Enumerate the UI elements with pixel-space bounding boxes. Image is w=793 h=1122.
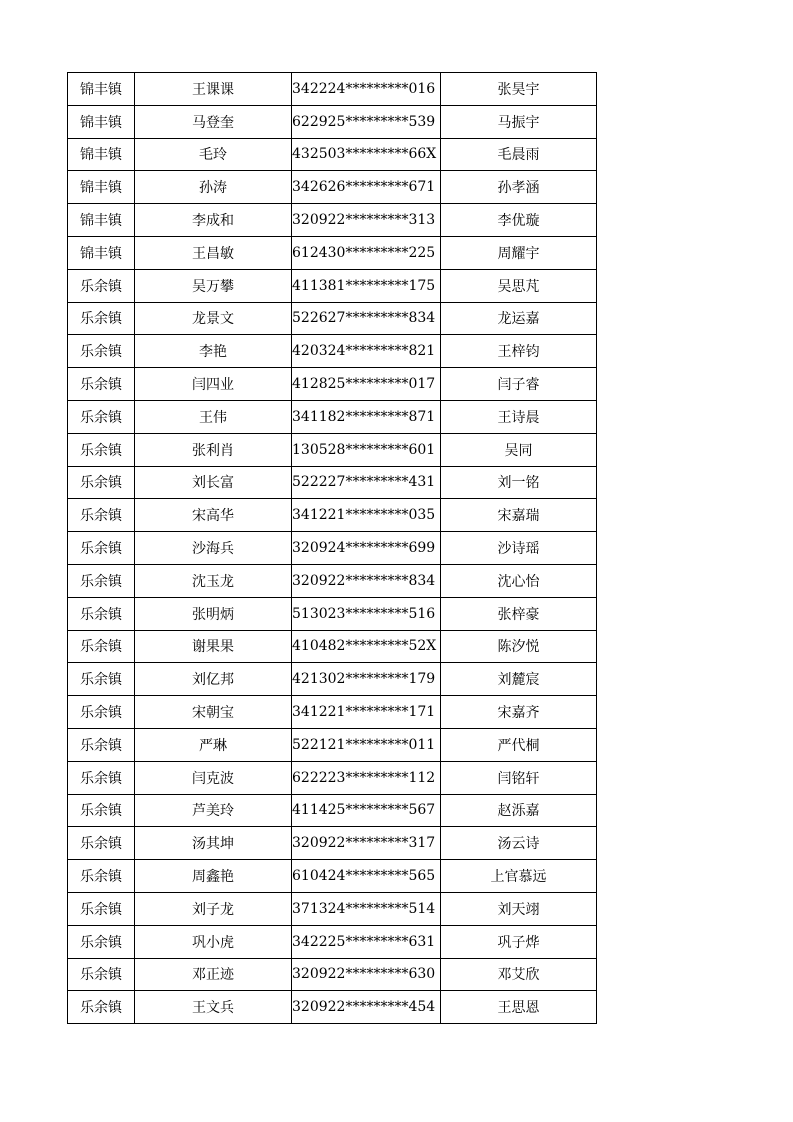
- child-name-cell: 周耀宇: [441, 236, 597, 269]
- parent-name-cell: 谢果果: [135, 630, 292, 663]
- town-cell: 乐余镇: [68, 860, 135, 893]
- child-name-cell: 闫子睿: [441, 368, 597, 401]
- parent-name-cell: 刘子龙: [135, 892, 292, 925]
- child-name-cell: 沙诗瑶: [441, 532, 597, 565]
- id-number-cell: 410482*********52X: [292, 630, 441, 663]
- parent-name-cell: 王昌敏: [135, 236, 292, 269]
- roster-table: [67, 72, 597, 1024]
- town-cell: 乐余镇: [68, 302, 135, 335]
- child-name-cell: 孙孝涵: [441, 171, 597, 204]
- child-name-cell: 马振宇: [441, 105, 597, 138]
- town-cell: 乐余镇: [68, 597, 135, 630]
- child-name-cell: 龙运嘉: [441, 302, 597, 335]
- child-name-cell: 上官慕远: [441, 860, 597, 893]
- town-cell: 乐余镇: [68, 335, 135, 368]
- table-row: [68, 663, 597, 696]
- table-row: [68, 335, 597, 368]
- child-name-cell: 王思恩: [441, 991, 597, 1024]
- town-cell: 乐余镇: [68, 728, 135, 761]
- parent-name-cell: 巩小虎: [135, 925, 292, 958]
- table-row: [68, 400, 597, 433]
- id-number-cell: 612430*********225: [292, 236, 441, 269]
- id-number-cell: 342626*********671: [292, 171, 441, 204]
- parent-name-cell: 张明炳: [135, 597, 292, 630]
- table-row: [68, 466, 597, 499]
- child-name-cell: 陈汐悦: [441, 630, 597, 663]
- id-number-cell: 421302*********179: [292, 663, 441, 696]
- child-name-cell: 王诗晨: [441, 400, 597, 433]
- id-number-cell: 320922*********834: [292, 564, 441, 597]
- parent-name-cell: 李艳: [135, 335, 292, 368]
- roster-table-body: [68, 73, 597, 1024]
- table-row: [68, 269, 597, 302]
- child-name-cell: 闫铭轩: [441, 761, 597, 794]
- table-row: [68, 991, 597, 1024]
- parent-name-cell: 宋朝宝: [135, 696, 292, 729]
- parent-name-cell: 吴万攀: [135, 269, 292, 302]
- child-name-cell: 刘一铭: [441, 466, 597, 499]
- id-number-cell: 341221*********171: [292, 696, 441, 729]
- town-cell: 乐余镇: [68, 564, 135, 597]
- child-name-cell: 赵泺嘉: [441, 794, 597, 827]
- town-cell: 乐余镇: [68, 761, 135, 794]
- child-name-cell: 刘天翊: [441, 892, 597, 925]
- parent-name-cell: 毛玲: [135, 138, 292, 171]
- table-row: [68, 171, 597, 204]
- parent-name-cell: 闫四业: [135, 368, 292, 401]
- town-cell: 锦丰镇: [68, 73, 135, 106]
- table-row: [68, 728, 597, 761]
- parent-name-cell: 龙景文: [135, 302, 292, 335]
- table-row: [68, 138, 597, 171]
- table-row: [68, 499, 597, 532]
- table-row: [68, 696, 597, 729]
- table-row: [68, 204, 597, 237]
- child-name-cell: 沈心怡: [441, 564, 597, 597]
- id-number-cell: 411381*********175: [292, 269, 441, 302]
- town-cell: 乐余镇: [68, 532, 135, 565]
- table-row: [68, 73, 597, 106]
- parent-name-cell: 孙涛: [135, 171, 292, 204]
- id-number-cell: 610424*********565: [292, 860, 441, 893]
- id-number-cell: 342225*********631: [292, 925, 441, 958]
- parent-name-cell: 王文兵: [135, 991, 292, 1024]
- town-cell: 锦丰镇: [68, 171, 135, 204]
- town-cell: 锦丰镇: [68, 138, 135, 171]
- id-number-cell: 411425*********567: [292, 794, 441, 827]
- town-cell: 乐余镇: [68, 368, 135, 401]
- parent-name-cell: 马登奎: [135, 105, 292, 138]
- parent-name-cell: 刘长富: [135, 466, 292, 499]
- town-cell: 乐余镇: [68, 892, 135, 925]
- town-cell: 乐余镇: [68, 466, 135, 499]
- town-cell: 锦丰镇: [68, 105, 135, 138]
- table-row: [68, 564, 597, 597]
- child-name-cell: 宋嘉齐: [441, 696, 597, 729]
- id-number-cell: 371324*********514: [292, 892, 441, 925]
- town-cell: 乐余镇: [68, 696, 135, 729]
- child-name-cell: 毛晨雨: [441, 138, 597, 171]
- id-number-cell: 320922*********630: [292, 958, 441, 991]
- town-cell: 乐余镇: [68, 794, 135, 827]
- town-cell: 乐余镇: [68, 958, 135, 991]
- id-number-cell: 522627*********834: [292, 302, 441, 335]
- town-cell: 锦丰镇: [68, 236, 135, 269]
- child-name-cell: 刘麓宸: [441, 663, 597, 696]
- parent-name-cell: 汤其坤: [135, 827, 292, 860]
- parent-name-cell: 邓正迹: [135, 958, 292, 991]
- child-name-cell: 李优璇: [441, 204, 597, 237]
- parent-name-cell: 周鑫艳: [135, 860, 292, 893]
- child-name-cell: 吴思芃: [441, 269, 597, 302]
- id-number-cell: 432503*********66X: [292, 138, 441, 171]
- town-cell: 乐余镇: [68, 400, 135, 433]
- id-number-cell: 320922*********454: [292, 991, 441, 1024]
- parent-name-cell: 闫克波: [135, 761, 292, 794]
- id-number-cell: 320924*********699: [292, 532, 441, 565]
- town-cell: 乐余镇: [68, 663, 135, 696]
- table-row: [68, 958, 597, 991]
- child-name-cell: 严代桐: [441, 728, 597, 761]
- id-number-cell: 341182*********871: [292, 400, 441, 433]
- table-row: [68, 302, 597, 335]
- id-number-cell: 622223*********112: [292, 761, 441, 794]
- table-row: [68, 532, 597, 565]
- id-number-cell: 522227*********431: [292, 466, 441, 499]
- table-row: [68, 925, 597, 958]
- parent-name-cell: 严琳: [135, 728, 292, 761]
- parent-name-cell: 张利肖: [135, 433, 292, 466]
- child-name-cell: 巩子烨: [441, 925, 597, 958]
- town-cell: 乐余镇: [68, 991, 135, 1024]
- id-number-cell: 622925*********539: [292, 105, 441, 138]
- table-row: [68, 630, 597, 663]
- id-number-cell: 342224*********016: [292, 73, 441, 106]
- parent-name-cell: 沙海兵: [135, 532, 292, 565]
- table-row: [68, 794, 597, 827]
- child-name-cell: 汤云诗: [441, 827, 597, 860]
- id-number-cell: 320922*********313: [292, 204, 441, 237]
- id-number-cell: 320922*********317: [292, 827, 441, 860]
- table-row: [68, 433, 597, 466]
- town-cell: 乐余镇: [68, 433, 135, 466]
- id-number-cell: 412825*********017: [292, 368, 441, 401]
- parent-name-cell: 宋高华: [135, 499, 292, 532]
- id-number-cell: 341221*********035: [292, 499, 441, 532]
- town-cell: 乐余镇: [68, 827, 135, 860]
- town-cell: 乐余镇: [68, 499, 135, 532]
- child-name-cell: 吴同: [441, 433, 597, 466]
- child-name-cell: 邓艾欣: [441, 958, 597, 991]
- id-number-cell: 513023*********516: [292, 597, 441, 630]
- parent-name-cell: 王课课: [135, 73, 292, 106]
- table-row: [68, 860, 597, 893]
- town-cell: 锦丰镇: [68, 204, 135, 237]
- parent-name-cell: 沈玉龙: [135, 564, 292, 597]
- child-name-cell: 王梓钧: [441, 335, 597, 368]
- town-cell: 乐余镇: [68, 925, 135, 958]
- table-row: [68, 827, 597, 860]
- town-cell: 乐余镇: [68, 269, 135, 302]
- table-row: [68, 368, 597, 401]
- child-name-cell: 宋嘉瑞: [441, 499, 597, 532]
- id-number-cell: 522121*********011: [292, 728, 441, 761]
- id-number-cell: 420324*********821: [292, 335, 441, 368]
- table-row: [68, 105, 597, 138]
- table-row: [68, 597, 597, 630]
- parent-name-cell: 芦美玲: [135, 794, 292, 827]
- town-cell: 乐余镇: [68, 630, 135, 663]
- child-name-cell: 张梓豪: [441, 597, 597, 630]
- table-row: [68, 236, 597, 269]
- id-number-cell: 130528*********601: [292, 433, 441, 466]
- parent-name-cell: 刘亿邦: [135, 663, 292, 696]
- table-row: [68, 892, 597, 925]
- table-row: [68, 761, 597, 794]
- parent-name-cell: 李成和: [135, 204, 292, 237]
- parent-name-cell: 王伟: [135, 400, 292, 433]
- child-name-cell: 张昊宇: [441, 73, 597, 106]
